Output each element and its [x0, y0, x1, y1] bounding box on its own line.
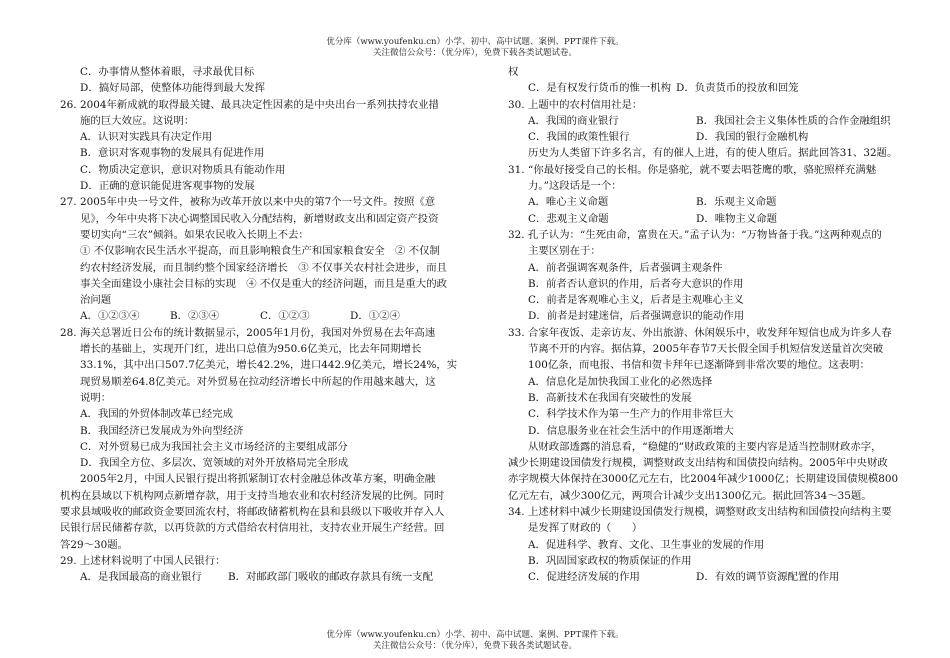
q27-number: 27.: [60, 196, 77, 209]
q27-text-4: ① 不仅影响农民生活水平提高，而且影响粮食生产和国家粮食安全 ② 不仅制: [80, 245, 440, 258]
q30-option-b: B．我国社会主义集体性质的合作金融组织: [696, 114, 891, 127]
q29-number: 29.: [60, 554, 77, 567]
q30-options-ab: [508, 113, 893, 129]
q31-text-2: 力。”这段话是一个：: [528, 180, 622, 193]
material-3-line-1: 从财政部透露的消息看，“稳健的”财政政策的主要内容是适当控制财政赤字，: [528, 440, 882, 453]
header-line-1: 优分库（www.youfenku.cn）小学、初中、高中试题、案例、PPT课件下载。: [326, 37, 624, 47]
page-header: [0, 37, 950, 59]
q26-stem: [60, 97, 455, 113]
q28-option-b: B．我国经济已发展成为外向型经济: [80, 424, 244, 437]
material-1-line-5: 答29～30题。: [60, 538, 129, 551]
material-1-line-1: 2005年2月，中国人民银行提出将抓紧制订农村金融总体改革方案，明确金融: [80, 473, 436, 486]
q34-text-1: 上述材料中减少长期建设国债发行规模，调整财政支出结构和国债投向结构主要: [528, 506, 892, 519]
q29-options-cd: [508, 80, 893, 96]
q27-options: [60, 308, 455, 324]
q30-text-1: 上题中的农村信用社是：: [528, 98, 643, 111]
q29-option-d: D．负责货币的投放和回笼: [676, 82, 799, 95]
q32-option-c: C．前者是客观唯心主义，后者是主观唯心主义: [528, 294, 744, 307]
q32-option-b: B．前者否认意识的作用，后者夸大意识的作用: [528, 277, 744, 290]
q27-stem: [60, 194, 455, 210]
material-1-line-4: 民银行居民储蓄存款，以再贷款的方式借给农村信用社，支持农业开展生产经营。回: [60, 522, 445, 535]
q27-text-5: 约农村经济发展，而且制约整个国家经济增长 ③ 不仅事关农村社会进步，而且: [80, 261, 447, 274]
q26-option-c: C．物质决定意识，意识对物质具有能动作用: [80, 163, 286, 176]
q32-option-a: A．前者强调客观条件，后者强调主观条件: [528, 261, 723, 274]
q29-option-b: B．对邮政部门吸收的邮政存款具有统一支配: [228, 571, 434, 584]
left-column: [60, 64, 458, 586]
q32-option-d: D．前者是封建迷信，后者强调意识的能动作用: [528, 310, 745, 323]
q30-stem: [508, 97, 893, 113]
q27-option-b: B．②③④: [170, 310, 220, 323]
q31-option-b: B．乐观主义命题: [696, 196, 777, 209]
q27-text-6: 事关全面建设小康社会目标的实现 ④ 不仅是重大的经济问题，而且是重大的政: [80, 277, 447, 290]
q31-text-1: “你最好接受自己的长相。你是骆驼，就不要去唱苍鹰的歌，骆驼照样充满魅: [528, 163, 877, 176]
q33-option-a: A．信息化是加快我国工业化的必然选择: [528, 375, 713, 388]
q33-option-c: C．科学技术作为第一生产力的作用非常巨大: [528, 408, 734, 421]
header-line-2: 关注微信公众号：（优分库），免费下载各类试题试卷。: [372, 48, 577, 58]
q31-options-ab: [508, 194, 893, 210]
q33-number: 33.: [508, 326, 525, 339]
q34-option-c: C．促进经济发展的作用: [528, 571, 640, 584]
q28-text-3: 33.1%，其中出口507.7亿美元，增长42.2%，进口442.9亿美元，增长24%，实: [80, 359, 458, 372]
q29-option-b-cont: 权: [508, 66, 519, 78]
q29-text-1: 上述材料说明了中国人民银行：: [80, 554, 226, 567]
q27-option-d: D．①②④: [350, 310, 400, 323]
q32-text-1: 孔子认为：“生死由命，富贵在天。”孟子认为：“万物皆备于我。”这两种观点的: [528, 228, 882, 241]
page-footer: [0, 630, 950, 652]
q29-option-c: C．是有权发行货币的惟一机构: [528, 82, 672, 95]
q26-option-b: B．意识对客观事物的发展具有促进作用: [80, 147, 265, 160]
q30-option-c: C．我国的政策性银行: [528, 131, 630, 144]
q30-number: 30.: [508, 98, 525, 111]
q33-text-2: 节离不开的内容。据估算，2005年春节7天长假全国手机短信发送量首次突破: [528, 343, 884, 356]
q28-text-5: 说明：: [80, 391, 112, 404]
q30-option-a: A．我国的商业银行: [528, 114, 619, 127]
right-column: [508, 64, 899, 586]
q31-options-cd: [508, 211, 893, 227]
q34-options-cd: [508, 569, 893, 585]
q27-text-1: 2005年中央一号文件，被称为改革开放以来中央的第7个一号文件。按照《意: [80, 196, 436, 209]
q26-text-2: 施的巨大效应。这说明：: [80, 114, 195, 127]
q31-number: 31.: [508, 163, 525, 176]
q34-option-d: D．有效的调节资源配置的作用: [696, 571, 840, 584]
q33-text-3: 100亿条，而电报、书信和贺卡拜年已逐渐降到非常次要的地位。这表明：: [528, 359, 870, 372]
q31-option-c: C．悲观主义命题: [528, 212, 609, 225]
q28-text-1: 海关总署近日公布的统计数据显示，2005年1月份，我国对外贸易在去年高速: [80, 326, 436, 339]
q32-text-2: 主要区别在于：: [528, 245, 601, 258]
q28-stem: [60, 325, 455, 341]
q34-text-2: 是发挥了财政的（ ）: [528, 522, 643, 535]
material-1-line-2: 机构在县域以下机构网点新增存款，用于支持当地农业和农村经济发展的比例。同时: [60, 489, 445, 502]
material-3-line-3: 赤字规模大体保持在3000亿元左右，比2004年减少1000亿；长期建设国债规模800: [508, 473, 899, 486]
q25-option-d: D．搞好局部，使整体功能得到最大发挥: [80, 82, 265, 95]
material-3-line-4: 亿元左右，减少300亿元，两项合计减少支出1300亿元。据此回答34～35题。: [508, 489, 872, 502]
q28-text-4: 现贸易顺差64.8亿美元。对外贸易在拉动经济增长中所起的作用越来越大，这: [80, 375, 436, 388]
material-1-line-3: 要求县域吸收的邮政资金要回流农村，将邮政储蓄机构在县和县级以下吸收并存入人: [60, 506, 445, 519]
q34-option-a: A．促进科学、教育、文化、卫生事业的发展的作用: [528, 538, 765, 551]
q31-option-d: D．唯物主义命题: [696, 212, 778, 225]
footer-line-2: 关注微信公众号：（优分库），免费下载各类试题试卷。: [372, 641, 577, 651]
q33-stem: [508, 325, 893, 341]
q30-options-cd: [508, 129, 893, 145]
q28-option-c: C．对外贸易已成为我国社会主义市场经济的主要组成部分: [80, 440, 348, 453]
q27-text-7: 治问题: [80, 294, 112, 307]
q33-text-1: 合家年夜饭、走亲访友、外出旅游、休闲娱乐中，收发拜年短信也成为许多人春: [528, 326, 892, 339]
q29-options-ab: [60, 569, 455, 585]
q26-number: 26.: [60, 98, 77, 111]
q27-text-2: 见》，今年中央将下决心调整国民收入分配结构，新增财政支出和固定资产投资: [80, 212, 439, 225]
material-3-line-2: 减少长期建设国债发行规模，调整财政支出结构和国债投向结构。2005年中央财政: [508, 457, 888, 470]
q26-option-a: A．认识对实践具有决定作用: [80, 131, 213, 144]
material-2: 历史为人类留下许多名言，有的催人上进，有的使人堕后。据此回答31、32题。: [528, 147, 898, 160]
q28-option-d: D．我国全方位、多层次、宽领域的对外开放格局完全形成: [80, 457, 349, 470]
q25-option-c: C．办事情从整体着眼，寻求最优目标: [80, 66, 255, 78]
q29-option-a: A．是我国最高的商业银行: [80, 571, 202, 584]
q28-number: 28.: [60, 326, 77, 339]
footer-line-1: 优分库（www.youfenku.cn）小学、初中、高中试题、案例、PPT课件下载。: [326, 630, 624, 640]
q27-option-c: C．①②③: [260, 310, 310, 323]
q32-stem: [508, 227, 893, 243]
q30-option-d: D．我国的银行金融机构: [696, 131, 809, 144]
q33-option-b: B．高新技术在我国有突破性的发展: [528, 391, 692, 404]
q26-option-d: D．正确的意识能促进客观事物的发展: [80, 180, 255, 193]
q27-text-3: 要切实向“三农”倾斜。如果农民收入长期上不去：: [80, 228, 309, 241]
q33-option-d: D．信息服务业在社会生活中的作用逐渐增大: [528, 424, 734, 437]
q27-option-a: A．①②③④: [80, 310, 140, 323]
q28-option-a: A．我国的外贸体制改革已经完成: [80, 408, 233, 421]
q31-option-a: A．唯心主义命题: [528, 196, 609, 209]
q29-stem: [60, 553, 455, 569]
q34-number: 34.: [508, 506, 525, 519]
q28-text-2: 增长的基础上，实现开门红，进出口总值为950.6亿美元，比去年同期增长: [80, 343, 422, 356]
q26-text-1: 2004年新成就的取得最关键、最具决定性因素的是中央出台一系列扶持农业措: [80, 98, 439, 111]
q32-number: 32.: [508, 228, 525, 241]
q31-stem: [508, 162, 893, 178]
q34-stem: [508, 504, 893, 520]
q34-option-b: B．巩固国家政权的物质保证的作用: [528, 554, 692, 567]
